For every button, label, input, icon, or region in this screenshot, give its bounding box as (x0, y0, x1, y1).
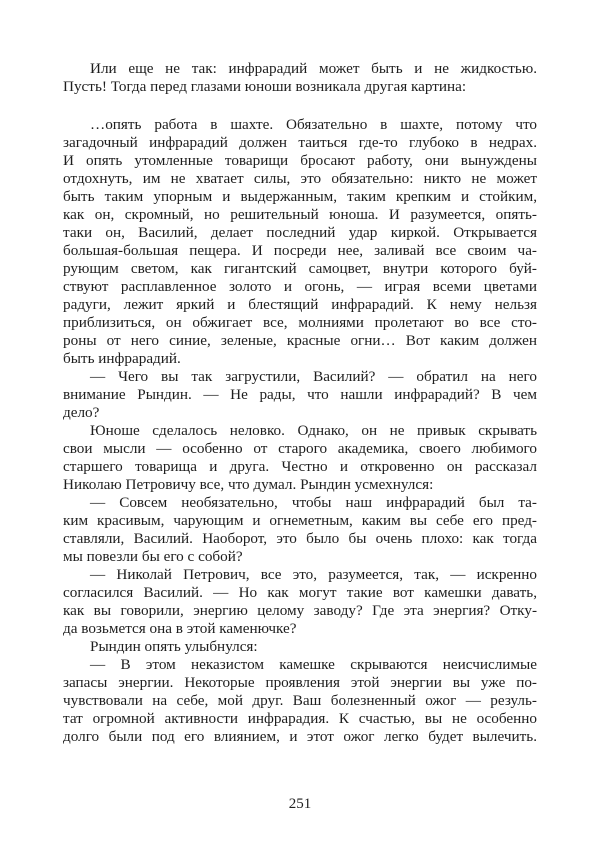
text-line: радуги, лежит яркий и блестящий инфрарадий. К нему нельзя (63, 296, 537, 313)
paragraph (63, 494, 537, 566)
text-line: свои мысли — особенно от старого академика, своего любимого (63, 440, 537, 457)
text-line: — Николай Петрович, все это, разумеется, так, — искренно (90, 566, 537, 583)
text-line: загадочный инфрарадий должен таиться где-то глубоко в недрах. (63, 134, 537, 151)
text-line: ким красивым, чарующим и огнеметным, каким вы себе его пред- (63, 512, 537, 529)
text-line: запасы энергии. Некоторые проявления этой энергии вы уже по- (63, 674, 537, 691)
text-line: ставляли, Василий. Наоборот, это было бы очень плохо: как тогда (63, 530, 537, 547)
text-line: приблизиться, он обжигает все, молниями пролетают во все сто- (63, 314, 537, 331)
text-line: да возьмется она в этой каменючке? (63, 620, 297, 637)
text-line: Пусть! Тогда перед глазами юноши возникала другая картина: (63, 78, 467, 95)
paragraph (63, 60, 537, 96)
text-line: мы повезли бы его с собой? (63, 548, 243, 565)
text-line: тат огромной активности инфрарадия. К счастью, вы не особенно (63, 710, 537, 727)
text-line: — Совсем необязательно, чтобы наш инфрарадий был та- (90, 494, 537, 511)
text-line: согласился Василий. — Но как могут такие вот камешки давать, (63, 584, 537, 601)
text-line: — Чего вы так загрустили, Василий? — обратил на него (90, 368, 537, 385)
text-line: внимание Рындин. — Не рады, что нашли инфрарадий? В чем (63, 386, 537, 403)
text-line: — В этом неказистом камешке скрываются неисчислимые (90, 656, 537, 673)
text-line: Николаю Петровичу все, что думал. Рындин усмехнулся: (63, 476, 434, 493)
page-body (63, 60, 537, 746)
text-line: рующим светом, как гигантский самоцвет, внутри которого буй- (63, 260, 537, 277)
text-line: дело? (63, 404, 100, 421)
text-line: Рындин опять улыбнулся: (90, 638, 258, 655)
text-line: И опять утомленные товарищи бросают работу, они вынуждены (63, 152, 537, 169)
text-line: ствуют расплавленное золото и огонь, — играя всеми цветами (63, 278, 537, 295)
text-line: отдохнуть, им не хватает силы, это обязательно: никто не может (63, 170, 537, 187)
text-line: …опять работа в шахте. Обязательно в шахте, потому что (90, 116, 537, 133)
text-line: чувствовали на себе, мой друг. Ваш болезненный ожог — резуль- (63, 692, 537, 709)
paragraph (63, 566, 537, 638)
text-line: Юноше сделалось неловко. Однако, он не привык скрывать (90, 422, 537, 439)
text-line: долго были под его влиянием, и этот ожог легко будет вылечить. (63, 728, 537, 745)
page-number: 251 (288, 796, 312, 812)
text-line: старшего товарища и друга. Честно и откровенно он рассказал (63, 458, 537, 475)
text-line: быть таким упорным и выдержанным, таким крепким и стойким, (63, 188, 537, 205)
paragraph (63, 368, 537, 422)
paragraph (63, 422, 537, 494)
paragraph (63, 116, 537, 368)
text-line: как вы говорили, энергию целому заводу? Где эта энергия? Отку- (63, 602, 537, 619)
paragraph (63, 638, 537, 656)
text-line: как он, скромный, но решительный юноша. И разумеется, опять- (63, 206, 537, 223)
text-line: быть инфрарадий. (63, 350, 181, 367)
text-line: таки он, Василий, делает последний удар киркой. Открывается (63, 224, 537, 241)
text-line: большая-большая пещера. И посреди нее, заливай все своим ча- (63, 242, 537, 259)
text-line: роны от него синие, зеленые, красные огни… Вот каким должен (63, 332, 537, 349)
paragraph (63, 656, 537, 746)
text-line: Или еще не так: инфрарадий может быть и не жидкостью. (90, 60, 537, 77)
